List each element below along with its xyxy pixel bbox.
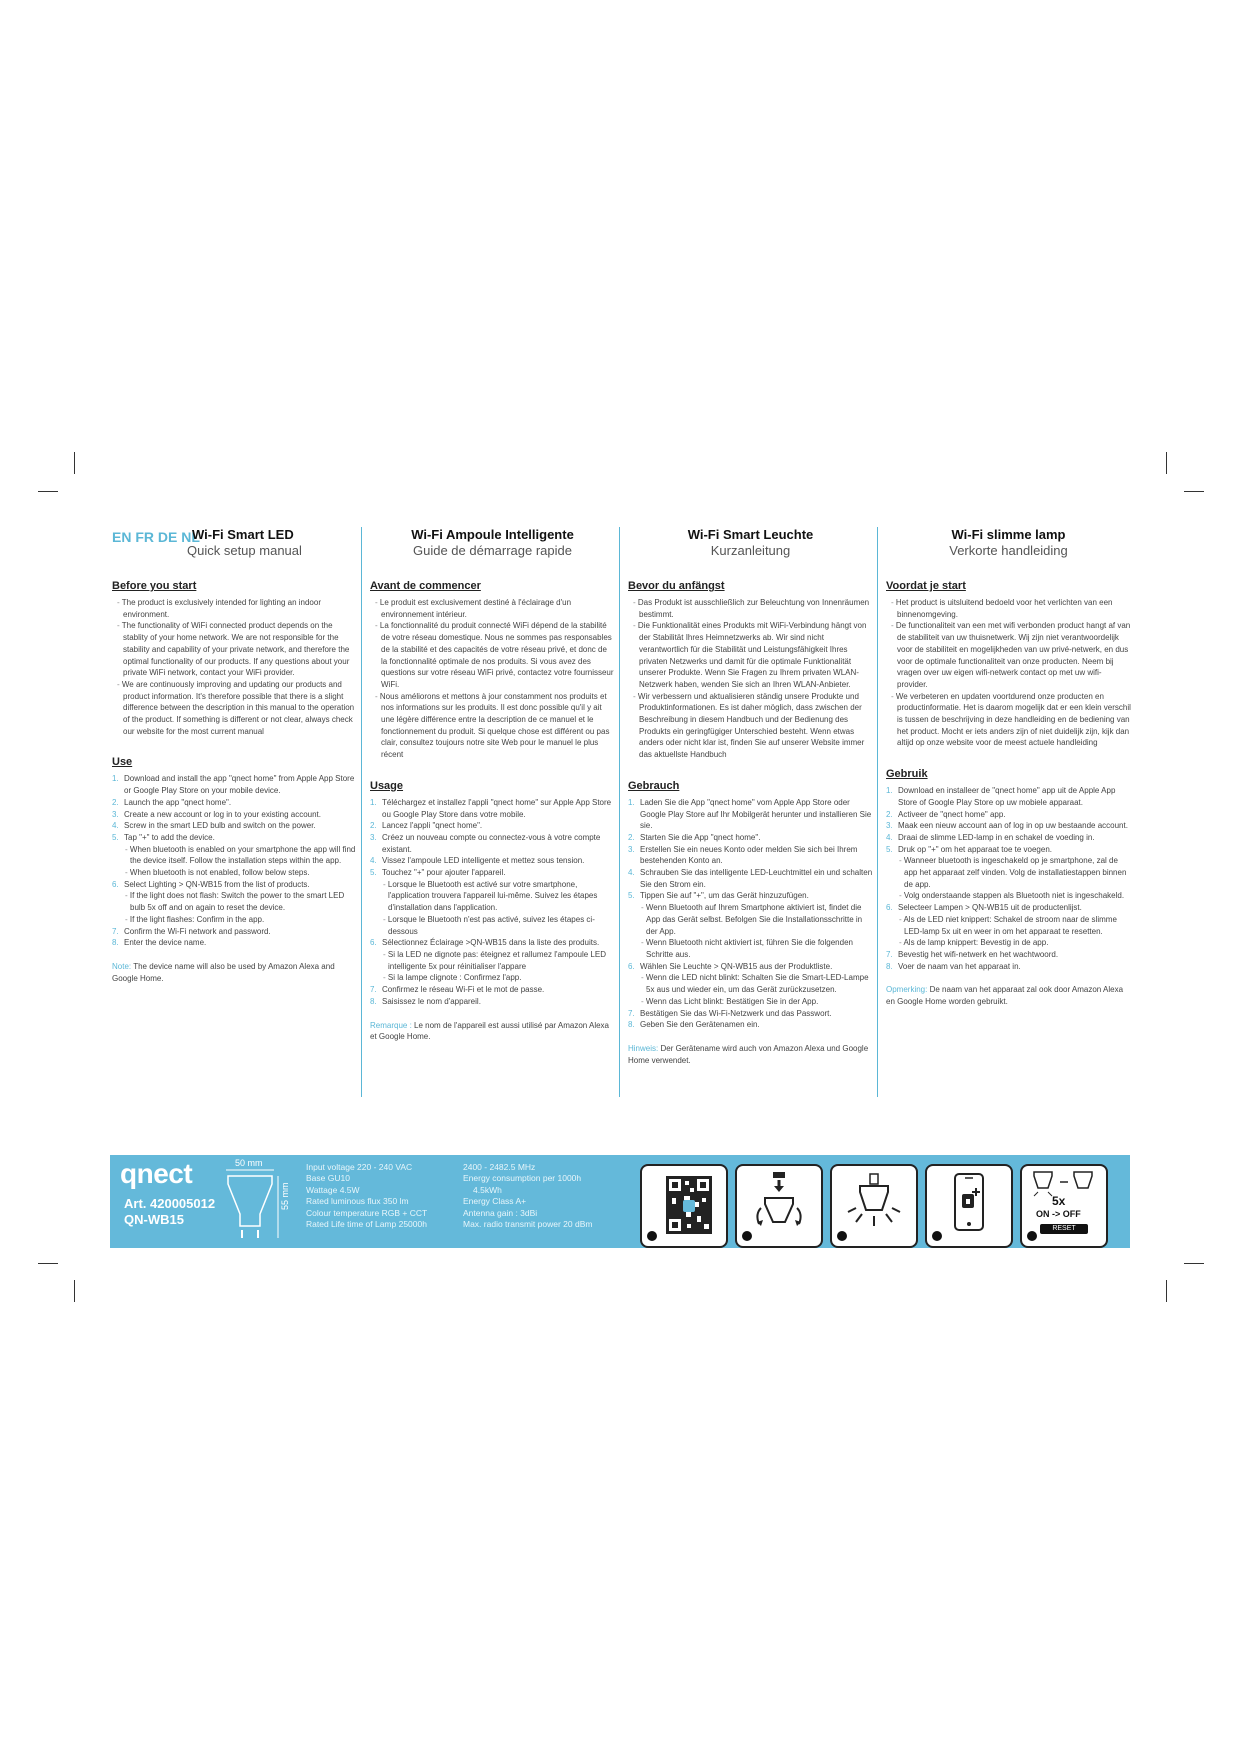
step-text: Vissez l'ampoule LED intelligente et mettez sous tension. bbox=[382, 856, 585, 866]
step-item bbox=[886, 832, 1131, 844]
step-text: Als de lamp knippert: Bevestig in de app. bbox=[903, 938, 1049, 948]
step-text: Wenn die LED nicht blinkt: Schalten Sie die Smart-LED-Lampe 5x aus und wieder ein, um das Gerät zurückzusetzen. bbox=[645, 973, 869, 995]
step-text: Draai de slimme LED-lamp in en schakel de voeding in. bbox=[898, 832, 1095, 842]
step-item bbox=[112, 890, 357, 913]
step-text: Download en installeer de "qnect home" app uit de Apple App Store of Google Play Store op uw mobiele apparaat. bbox=[898, 786, 1116, 807]
spec-line: Energy consumption per 1000h bbox=[463, 1173, 582, 1184]
step-item bbox=[370, 879, 615, 914]
step-text: Create a new account or log in to your existing account. bbox=[124, 809, 321, 819]
crop-mark bbox=[1184, 1263, 1204, 1264]
height-label: 55 mm bbox=[280, 1182, 290, 1210]
crop-mark bbox=[1166, 1280, 1167, 1302]
step-number: 5. bbox=[886, 844, 893, 854]
step-item bbox=[112, 879, 357, 891]
step-item bbox=[628, 1008, 873, 1020]
step-item bbox=[886, 785, 1131, 808]
step-item bbox=[112, 867, 357, 879]
step-number: 6. bbox=[370, 938, 377, 948]
step-number: 5. bbox=[370, 868, 377, 878]
note bbox=[112, 961, 357, 984]
section-heading-usage: Use bbox=[112, 756, 133, 769]
step-item bbox=[628, 832, 873, 844]
step-item bbox=[886, 890, 1131, 902]
before-list bbox=[886, 597, 1131, 749]
step-number: 5. bbox=[628, 891, 635, 901]
reset-button-label: RESET bbox=[1040, 1224, 1088, 1234]
column-divider bbox=[877, 527, 878, 1097]
section-heading-before: Before you start bbox=[112, 580, 197, 592]
step-text: When bluetooth is enabled on your smartphone the app will find the device itself. Follow the installation steps within the app. bbox=[129, 844, 356, 866]
step-text: Lorsque le Bluetooth n'est pas activé, suivez les étapes ci-dessous bbox=[387, 914, 595, 936]
step-number: 3. bbox=[886, 821, 893, 831]
reset-sequence: ON -> OFF bbox=[1036, 1209, 1081, 1219]
spec-line: Base GU10 bbox=[306, 1173, 350, 1184]
step-text: Créez un nouveau compte ou connectez-vous à votre compte existant. bbox=[382, 832, 601, 854]
app-add-box bbox=[925, 1164, 1013, 1248]
step-item bbox=[370, 797, 615, 820]
step-text: Wenn Bluetooth auf Ihrem Smartphone aktiviert ist, findet die App das Gerät selbst. Befolgen Sie die Installationsschritte in der App. bbox=[645, 903, 863, 936]
step-number: 7. bbox=[370, 985, 377, 995]
step-text: Lancez l'appli "qnect home". bbox=[382, 821, 483, 831]
note bbox=[886, 984, 1131, 1007]
reset-box bbox=[1020, 1164, 1108, 1248]
step-text: Tap "+" to add the device. bbox=[124, 832, 215, 842]
step-item bbox=[628, 844, 873, 867]
step-item bbox=[370, 949, 615, 972]
specs-left bbox=[306, 1162, 427, 1230]
step-text: Druk op "+" om het apparaat toe te voegen. bbox=[898, 844, 1052, 854]
list-item: - The product is exclusively intended for lighting an indoor environment. bbox=[112, 597, 357, 620]
panel-subtitle: Guide de démarrage rapide bbox=[413, 543, 572, 558]
step-text: Geben Sie den Gerätenamen ein. bbox=[640, 1020, 760, 1030]
spec-line: 2400 - 2482.5 MHz bbox=[463, 1162, 536, 1172]
spec-line: Rated luminous flux 350 lm bbox=[306, 1196, 409, 1207]
list-item: - De functionaliteit van een met wifi verbonden product hangt af van de stabiliteit van uw thuisnetwerk. Wij zijn niet verantwoordelijk voor de stabiliteit en mogelijkheden van uw privé-netwerk, en dus voor de optimale functionaliteit van onze producten. Neem bij vragen over uw eigen wifi-netwerk contact op met uw wifi-provider. bbox=[886, 620, 1131, 690]
article-label: Art. 420005012 bbox=[124, 1196, 216, 1211]
step-number: 4. bbox=[112, 821, 119, 831]
section-heading-usage: Gebruik bbox=[886, 768, 928, 781]
step-item bbox=[112, 773, 357, 796]
step-text: Selecteer Lampen > QN-WB15 uit de productenlijst. bbox=[898, 903, 1082, 913]
spec-line: Max. radio transmit power 20 dBm bbox=[463, 1219, 593, 1230]
column-divider bbox=[619, 527, 620, 1097]
step-text: Touchez "+" pour ajouter l'appareil. bbox=[382, 868, 506, 878]
list-item: - La fonctionnalité du produit connecté WiFi dépend de la stabilité de votre réseau domestique. Nous ne sommes pas responsables de la stabilité et des capacités de votre réseau privé, et donc de la fonctionnalité optimale de nos produits. Si vous avez des questions sur votre réseau WiFi privé, contactez votre fournisseur WiFi. bbox=[370, 620, 615, 690]
list-item: - Wir verbessern und aktualisieren ständig unsere Produkte und Produktinformationen. Es ist daher möglich, dass zwischen der Beschreibung in diesem Handbuch und der Bedienung des Produkts ein geringfügiger Unterschied besteht. Wenn etwas anders oder nicht klar ist, finden Sie auf unserer Website immer das aktuellste Handbuch bbox=[628, 691, 873, 761]
step-item bbox=[886, 809, 1131, 821]
step-item bbox=[886, 961, 1131, 973]
sub-bullet: - bbox=[899, 856, 904, 866]
reset-count: 5x bbox=[1052, 1194, 1066, 1208]
before-list bbox=[370, 597, 615, 761]
step-item bbox=[112, 832, 357, 844]
crop-mark bbox=[74, 452, 75, 474]
step-item bbox=[628, 937, 873, 960]
step-item bbox=[628, 961, 873, 973]
step-item bbox=[628, 996, 873, 1008]
panel-de bbox=[628, 527, 873, 1066]
step-number: 7. bbox=[112, 926, 119, 936]
step-item bbox=[628, 797, 873, 832]
step-number: 3. bbox=[370, 832, 377, 842]
panel-subtitle: Quick setup manual bbox=[187, 543, 302, 558]
step-text: Confirmez le réseau Wi-Fi et le mot de passe. bbox=[382, 985, 545, 995]
step-text: Sélectionnez Éclairage >QN-WB15 dans la liste des produits. bbox=[382, 938, 600, 948]
step-item bbox=[370, 867, 615, 879]
step-text: Wählen Sie Leuchte > QN-WB15 aus der Produktliste. bbox=[640, 961, 833, 971]
step-number: 6. bbox=[628, 961, 635, 971]
step-number: 7. bbox=[886, 949, 893, 959]
step-number: 2. bbox=[112, 797, 119, 807]
sub-bullet: - bbox=[383, 914, 388, 924]
list-item: - Le produit est exclusivement destiné à l'éclairage d'un environnement intérieur. bbox=[370, 597, 615, 620]
step-item bbox=[370, 996, 615, 1008]
sub-bullet: - bbox=[641, 996, 646, 1006]
panel-subtitle: Verkorte handleiding bbox=[949, 543, 1068, 558]
article-number bbox=[124, 1196, 215, 1228]
note-text: Le nom de l'appareil est aussi utilisé par Amazon Alexa et Google Home. bbox=[370, 1020, 610, 1042]
step-text: When bluetooth is not enabled, follow below steps. bbox=[129, 868, 310, 878]
step-item bbox=[370, 832, 615, 855]
step-dot bbox=[837, 1231, 847, 1241]
note-label: Remarque : bbox=[370, 1020, 412, 1030]
step-item bbox=[112, 809, 357, 821]
step-text: Activeer de "qnect home" app. bbox=[898, 809, 1006, 819]
step-item bbox=[628, 902, 873, 937]
step-text: Wenn das Licht blinkt: Bestätigen Sie in der App. bbox=[645, 996, 819, 1006]
panel-nl bbox=[886, 527, 1131, 1008]
step-text: Wenn Bluetooth nicht aktiviert ist, führen Sie die folgenden Schritte aus. bbox=[645, 938, 853, 959]
crop-mark bbox=[38, 1263, 58, 1264]
list-item: - We are continuously improving and updating our products and product information. It's therefore possible that there is a slight difference between the description in this manual to the operation of the product. If something is different or not clear, always check our website for the most current manual bbox=[112, 679, 357, 738]
step-text: Bestätigen Sie das Wi-Fi-Netzwerk und das Passwort. bbox=[640, 1008, 832, 1018]
step-item bbox=[112, 797, 357, 809]
spec-line: Input voltage 220 - 240 VAC bbox=[306, 1162, 413, 1172]
step-item bbox=[886, 949, 1131, 961]
step-number: 3. bbox=[628, 844, 635, 854]
step-item bbox=[370, 972, 615, 984]
step-item bbox=[886, 902, 1131, 914]
step-number: 8. bbox=[370, 996, 377, 1006]
step-text: Schrauben Sie das intelligente LED-Leuchtmittel ein und schalten Sie den Strom ein. bbox=[640, 868, 873, 889]
step-item bbox=[628, 1019, 873, 1031]
step-text: Voer de naam van het apparaat in. bbox=[898, 961, 1021, 971]
step-item bbox=[886, 844, 1131, 856]
panel-fr bbox=[370, 527, 615, 1043]
panel-subtitle: Kurzanleitung bbox=[710, 543, 791, 558]
spec-line: Rated Life time of Lamp 25000h bbox=[306, 1219, 427, 1230]
step-text: Screw in the smart LED bulb and switch on the power. bbox=[124, 821, 316, 831]
crop-mark bbox=[38, 491, 58, 492]
section-heading-usage: Gebrauch bbox=[628, 779, 680, 792]
step-item bbox=[886, 820, 1131, 832]
panel-title: Wi-Fi Smart Leuchte bbox=[687, 527, 814, 542]
crop-mark bbox=[1184, 491, 1204, 492]
step-number: 2. bbox=[370, 821, 377, 831]
step-item bbox=[112, 926, 357, 938]
step-text: Bevestig het wifi-netwerk en het wachtwoord. bbox=[898, 949, 1059, 959]
step-item bbox=[628, 867, 873, 890]
step-item bbox=[112, 914, 357, 926]
sub-bullet: - bbox=[641, 938, 646, 948]
step-number: 4. bbox=[886, 832, 893, 842]
sub-bullet: - bbox=[125, 844, 130, 854]
step-text: Téléchargez et installez l'appli "qnect home" sur Apple App Store ou Google Play Store dans votre mobile. bbox=[382, 797, 612, 819]
note-text: De naam van het apparaat zal ook door Amazon Alexa en Google Home worden gebruikt. bbox=[886, 985, 1124, 1007]
step-item bbox=[370, 820, 615, 832]
list-item: - Die Funktionalität eines Produkts mit WiFi-Verbindung hängt von der Stabilität Ihres Heimnetzwerks ab. Wir sind nicht verantwortlich für die Stabilität und Leistungsfähigkeit Ihres privaten Netzwerks und damit für die optimale Funktionalität unserer Produkte. Wenn Sie Fragen zu Ihrem privaten WLAN-Netzwerk haben, wenden Sie sich an Ihren WLAN-Anbieter. bbox=[628, 620, 873, 690]
sub-bullet: - bbox=[125, 868, 130, 878]
step-dot bbox=[932, 1231, 942, 1241]
note-text: Der Gerätename wird auch von Amazon Alexa und Google Home verwendet. bbox=[628, 1043, 869, 1065]
step-item bbox=[370, 914, 615, 937]
list-item: - Das Produkt ist ausschließlich zur Beleuchtung von Innenräumen bestimmt. bbox=[628, 597, 873, 620]
step-number: 6. bbox=[886, 903, 893, 913]
crop-mark bbox=[74, 1280, 75, 1302]
column-divider bbox=[361, 527, 362, 1097]
step-text: Volg onderstaande stappen als Bluetooth niet is ingeschakeld. bbox=[903, 891, 1125, 901]
step-number: 2. bbox=[886, 809, 893, 819]
panel-title: Wi-Fi Smart LED bbox=[192, 527, 294, 542]
step-number: 1. bbox=[886, 786, 893, 796]
list-item: - The functionality of WiFi connected product depends on the stablity of your home network. We are not responsible for the stability and capability of your private network, and therefore the optimal functionality of our products. If any questions about your private WiFi network, contact your WiFi provider. bbox=[112, 620, 357, 679]
step-number: 7. bbox=[628, 1008, 635, 1018]
step-text: If the light does not flash: Switch the power to the smart LED bulb 5x off and on again to reset the device. bbox=[129, 891, 345, 913]
step-item bbox=[112, 820, 357, 832]
step-text: If the light flashes: Confirm in the app. bbox=[129, 914, 265, 924]
model-number: QN-WB15 bbox=[124, 1212, 184, 1227]
step-item bbox=[370, 855, 615, 867]
spec-line: 4.5kWh bbox=[473, 1184, 502, 1195]
note bbox=[370, 1020, 615, 1043]
note-text: The device name will also be used by Amazon Alexa and Google Home. bbox=[112, 961, 335, 983]
step-item bbox=[628, 972, 873, 995]
step-item bbox=[628, 890, 873, 902]
step-number: 1. bbox=[628, 797, 635, 807]
step-number: 2. bbox=[628, 832, 635, 842]
steps-list bbox=[370, 797, 615, 1008]
spec-line: Colour temperature RGB + CCT bbox=[306, 1207, 428, 1218]
panel-title: Wi-Fi Ampoule Intelligente bbox=[411, 527, 574, 542]
sub-bullet: - bbox=[383, 973, 388, 983]
step-text: Maak een nieuw account aan of log in op uw bestaande account. bbox=[898, 821, 1128, 831]
steps-list bbox=[886, 785, 1131, 972]
step-number: 4. bbox=[628, 868, 635, 878]
panel-en bbox=[112, 527, 357, 984]
sub-bullet: - bbox=[899, 891, 904, 901]
step-text: Si la LED ne dignote pas: éteignez et rallumez l'ampoule LED intelligente 5x pour réinitialiser l'appare bbox=[387, 949, 606, 971]
section-heading-before: Bevor du anfängst bbox=[628, 580, 725, 592]
section-heading-usage: Usage bbox=[370, 779, 404, 792]
install-bulb-box bbox=[735, 1164, 823, 1248]
step-number: 3. bbox=[112, 809, 119, 819]
step-item bbox=[886, 937, 1131, 949]
step-text: Wanneer bluetooth is ingeschakeld op je smartphone, zal de app het apparaat zelf vinden. Volg de installatiestappen binnen de app. bbox=[903, 856, 1127, 889]
step-text: Erstellen Sie ein neues Konto oder melden Sie sich bei Ihrem bestehenden Konto an. bbox=[640, 844, 858, 866]
before-list bbox=[112, 597, 357, 737]
list-item: - Het product is uitsluitend bedoeld voor het verlichten van een binnenomgeving. bbox=[886, 597, 1131, 620]
step-number: 6. bbox=[112, 879, 119, 889]
step-text: Launch the app "qnect home". bbox=[124, 797, 232, 807]
step-dot bbox=[742, 1231, 752, 1241]
step-text: Tippen Sie auf "+", um das Gerät hinzuzufügen. bbox=[640, 891, 809, 901]
list-item: - We verbeteren en updaten voortdurend onze producten en productinformatie. Het is daarom mogelijk dat er een klein verschil is tussen de beschrijving in deze handleiding en de bediening van het product. Mocht er iets anders zijn of niet duidelijk zijn, kijk dan altijd op onze website voor de meest actuele handleiding bbox=[886, 691, 1131, 750]
panel-title: Wi-Fi slimme lamp bbox=[951, 527, 1066, 542]
sub-bullet: - bbox=[641, 903, 646, 913]
note-label: Hinweis: bbox=[628, 1043, 659, 1053]
sub-bullet: - bbox=[383, 879, 388, 889]
step-number: 1. bbox=[112, 774, 119, 784]
step-item bbox=[886, 855, 1131, 890]
step-number: 8. bbox=[886, 961, 893, 971]
steps-list bbox=[628, 797, 873, 1031]
before-list bbox=[628, 597, 873, 761]
step-number: 4. bbox=[370, 856, 377, 866]
step-dot bbox=[1027, 1231, 1037, 1241]
section-heading-before: Voordat je start bbox=[886, 580, 966, 592]
step-dot bbox=[647, 1231, 657, 1241]
bulb-dimension-icon bbox=[222, 1166, 282, 1244]
specs-right bbox=[463, 1162, 592, 1230]
sub-bullet: - bbox=[125, 891, 130, 901]
crop-mark bbox=[1166, 452, 1167, 474]
step-item bbox=[112, 937, 357, 949]
steps-list bbox=[112, 773, 357, 949]
step-text: Download and install the app "qnect home" from Apple App Store or Google Play Store on your mobile device. bbox=[124, 774, 355, 796]
step-number: 5. bbox=[112, 832, 119, 842]
step-text: Enter the device name. bbox=[124, 938, 207, 948]
note-label: Note: bbox=[112, 961, 132, 971]
width-label: 50 mm bbox=[235, 1158, 263, 1168]
brand-logo: qnect bbox=[120, 1158, 193, 1189]
step-text: Select Lighting > QN-WB15 from the list of products. bbox=[124, 879, 310, 889]
sub-bullet: - bbox=[899, 938, 904, 948]
step-text: Als de LED niet knippert: Schakel de stroom naar de slimme LED-lamp 5x uit en weer in om het apparaat te resetten. bbox=[903, 914, 1117, 936]
step-item bbox=[112, 844, 357, 867]
step-number: 8. bbox=[112, 938, 119, 948]
step-item bbox=[370, 984, 615, 996]
section-heading-before: Avant de commencer bbox=[370, 580, 481, 592]
list-item: - Nous améliorons et mettons à jour constamment nos produits et nos informations sur les produits. Il est donc possible qu'il y ait une légère différence entre la description de ce manuel et le fonctionnement du produit. Si quelque chose est différent ou pas clair, consultez toujours notre site Web pour le manuel le plus récent bbox=[370, 691, 615, 761]
step-number: 1. bbox=[370, 797, 377, 807]
step-item bbox=[886, 914, 1131, 937]
power-on-box bbox=[830, 1164, 918, 1248]
sub-bullet: - bbox=[125, 914, 130, 924]
step-item bbox=[370, 937, 615, 949]
spec-line: Wattage 4.5W bbox=[306, 1184, 360, 1195]
language-tag: EN FR DE NL bbox=[112, 529, 200, 545]
step-text: Starten Sie die App "qnect home". bbox=[640, 832, 761, 842]
spec-line: Antenna gain : 3dBi bbox=[463, 1207, 538, 1218]
step-number: 8. bbox=[628, 1020, 635, 1030]
step-text: Confirm the Wi-Fi network and password. bbox=[124, 926, 271, 936]
step-text: Lorsque le Bluetooth est activé sur votre smartphone, l'application trouvera l'appareil lui-même. Suivez les étapes d'installation dans l'application. bbox=[387, 879, 598, 913]
step-text: Laden Sie die App "qnect home" vom Apple App Store oder Google Play Store auf Ihr Mobilgerät herunter und installieren Sie sie. bbox=[640, 797, 872, 831]
sub-bullet: - bbox=[383, 949, 388, 959]
step-text: Si la lampe clignote : Confirmez l'app. bbox=[387, 973, 522, 983]
sub-bullet: - bbox=[641, 973, 646, 983]
step-text: Saisissez le nom d'appareil. bbox=[382, 996, 481, 1006]
qr-code-box bbox=[640, 1164, 728, 1248]
note bbox=[628, 1043, 873, 1066]
spec-line: Energy Class A+ bbox=[463, 1196, 527, 1207]
note-label: Opmerking: bbox=[886, 985, 928, 995]
sub-bullet: - bbox=[899, 914, 904, 924]
